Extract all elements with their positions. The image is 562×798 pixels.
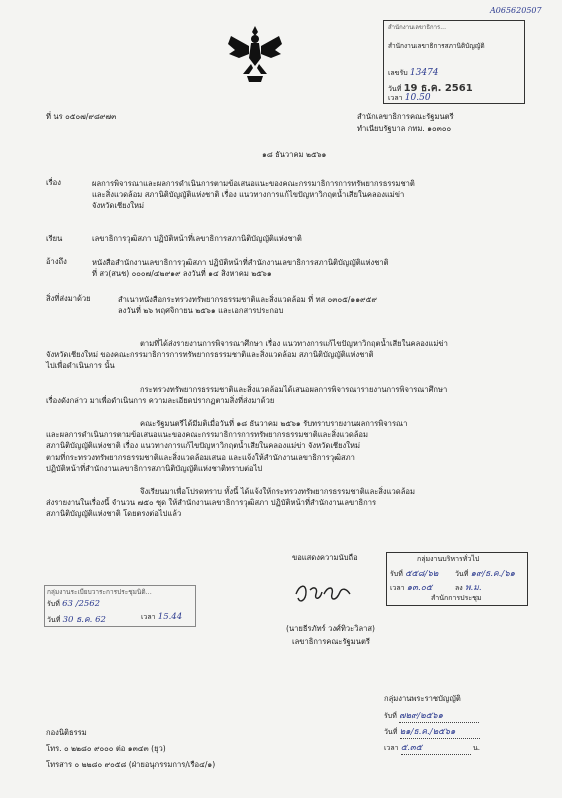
stamp-time: เวลา 10.50 bbox=[388, 93, 431, 103]
body-paragraph-1: ตามที่ได้ส่งรายงานการพิจารณาศึกษา เรื่อง แนวทางการแก้ไขปัญหาวิกฤตน้ำเสียในคลองแม่ข่า จังหวัดเชียงใหม่ ของคณะกรรมาธิการการทรัพยากรธรรมชาติและสิ่งแวดล้อม สภานิติบัญญัติแห่งชาติ ไปเพื่อดำเนินการ นั้น bbox=[46, 339, 448, 371]
stamp-line1: สำนักงานเลขาธิการ... bbox=[388, 24, 446, 31]
to-text: เลขาธิการวุฒิสภา ปฏิบัติหน้าที่เลขาธิการสภานิติบัญญัติแห่งชาติ bbox=[92, 234, 302, 243]
stamp-right-unit: สำนักการประชุม bbox=[431, 594, 482, 602]
receipt-stamp-left bbox=[44, 585, 196, 627]
office-name: สำนักเลขาธิการคณะรัฐมนตรี bbox=[357, 112, 454, 121]
body-paragraph-2: กระทรวงทรัพยากรธรรมชาติและสิ่งแวดล้อมได้เสนอผลการพิจารณารายงานการพิจารณาศึกษา เรื่องดังกล่าว มาเพื่อดำเนินการ ความละเอียดปรากฏตามสิ่งที่ส่งมาด้วย bbox=[46, 385, 448, 406]
garuda-emblem-icon bbox=[225, 22, 285, 84]
document-number: ที่ นร ๐๕๐๗/๙๘๙๗๓ bbox=[46, 112, 117, 121]
stamp-right-title: กลุ่มงานบริหารทั่วไป bbox=[417, 555, 480, 563]
receipt-stamp-bottom bbox=[370, 694, 530, 766]
stamp-bottom-date: วันที่ ๒๑/ธ.ค./๒๕๖๑ bbox=[384, 724, 480, 739]
footer-fax: โทรสาร ๐ ๒๒๘๐ ๙๐๕๘ (ฝ่ายอนุกรรมการ/เรือ๔/๑) bbox=[46, 760, 216, 769]
signature-mark-icon bbox=[292, 580, 354, 608]
subject-text: ผลการพิจารณาและผลการดำเนินการตามข้อเสนอแนะของคณะกรรมาธิการการทรัพยากรธรรมชาติ และสิ่งแวดล้อม สภานิติบัญญัติแห่งชาติ เรื่อง แนวทางการแก้ไขปัญหาวิกฤตน้ำเสียในคลองแม่ข่า จังหวัดเชียงใหม่ bbox=[92, 179, 415, 211]
footer-telephone: โทร. ๐ ๒๒๘๐ ๙๐๐๐ ต่อ ๑๓๔๓ (ยุว) bbox=[46, 744, 166, 753]
stamp-right-time: เวลา ๑๓.๐๕ bbox=[390, 583, 433, 593]
receipt-stamp-top bbox=[383, 20, 525, 104]
office-address: ทำเนียบรัฐบาล กทม. ๑๐๓๐๐ bbox=[357, 124, 452, 133]
receipt-stamp-right bbox=[386, 552, 528, 606]
signatory-title: เลขาธิการคณะรัฐมนตรี bbox=[292, 637, 370, 646]
stamp-right-by: ลง พ.ม. bbox=[455, 583, 482, 593]
subject-label: เรื่อง bbox=[46, 178, 61, 187]
reference-text: หนังสือสำนักงานเลขาธิการวุฒิสภา ปฏิบัติหน้าที่สำนักงานเลขาธิการสภานิติบัญญัติแห่งชาติ ที่ สว(สนช) ๐๐๐๗/๔๒๙๑๙ ลงวันที่ ๑๔ สิงหาคม ๒๕๖๑ bbox=[92, 258, 389, 279]
reference-code: A065620507 bbox=[490, 6, 542, 15]
body-paragraph-3: คณะรัฐมนตรีได้มีมติเมื่อวันที่ ๑๘ ธันวาคม ๒๕๖๑ รับทราบรายงานผลการพิจารณา และผลการดำเนินการตามข้อเสนอแนะของคณะกรรมาธิการการทรัพยากรธรรมชาติและสิ่งแวดล้อม สภานิติบัญญัติแห่งชาติ เรื่อง แนวทางการแก้ไขปัญหาวิกฤตน้ำเสียในคลองแม่ข่า จังหวัดเชียงใหม่ ตามที่กระทรวงทรัพยากรธรรมชาติและสิ่งแวดล้อมเสนอ และแจ้งให้สำนักงานเลขาธิการวุฒิสภา ปฏิบัติหน้าที่สำนักงานเลขาธิการสภานิติบัญญัติแห่งชาติทราบต่อไป bbox=[46, 419, 408, 473]
document-date: ๑๘ ธันวาคม ๒๕๖๑ bbox=[262, 150, 327, 159]
stamp-right-date: วันที่ ๑๙/ธ.ค./๖๑ bbox=[455, 569, 515, 579]
stamp-bottom-no: รับที่ ๗๒๙/๒๕๖๑ bbox=[384, 708, 479, 723]
signatory-name: (นายธีรภัทร์ วงศ์ทิวะวิลาส) bbox=[286, 624, 376, 633]
stamp-bottom-title: กลุ่มงานพระราชบัญญัติ bbox=[384, 694, 461, 703]
stamp-left-date: วันที่ 30 ธ.ค. 62 bbox=[47, 615, 106, 625]
enclosure-text: สำเนาหนังสือกระทรวงทรัพยากรธรรมชาติและสิ่งแวดล้อม ที่ ทส ๐๓๐๕/๑๑๙๕๙ ลงวันที่ ๒๖ พฤศจิกายน ๒๕๖๑ และเอกสารประกอบ bbox=[118, 295, 377, 316]
stamp-left-no: รับที่ 63 /2562 bbox=[47, 599, 101, 609]
enclosure-label: สิ่งที่ส่งมาด้วย bbox=[46, 294, 91, 303]
body-paragraph-4: จึงเรียนมาเพื่อโปรดทราบ ทั้งนี้ ได้แจ้งให้กระทรวงทรัพยากรธรรมชาติและสิ่งแวดล้อม ส่งรายงานในเรื่องนี้ จำนวน ๗๕๐ ชุด ให้สำนักงานเลขาธิการวุฒิสภา ปฏิบัติหน้าที่สำนักงานเลขาธิการ สภานิติบัญญัติแห่งชาติ โดยตรงต่อไปแล้ว bbox=[46, 487, 415, 519]
stamp-no: เลขรับ 13474 bbox=[388, 68, 439, 78]
reference-label: อ้างถึง bbox=[46, 257, 67, 266]
stamp-line2: สำนักงานเลขาธิการสภานิติบัญญัติ bbox=[388, 42, 485, 50]
stamp-bottom-time: เวลา ๕.๓๕ น. bbox=[384, 740, 480, 755]
stamp-left-time: เวลา 15.44 bbox=[141, 612, 183, 622]
stamp-right-no: รับที่ ๕๕๘/๖๒ bbox=[390, 569, 439, 579]
footer-department: กองนิติธรรม bbox=[46, 728, 87, 737]
closing-text: ขอแสดงความนับถือ bbox=[292, 553, 358, 562]
stamp-left-title: กลุ่มงานระเบียบวาระการประชุมนิติ... bbox=[47, 588, 152, 596]
stamp-date: วันที่ 19 ธ.ค. 2561 bbox=[388, 83, 473, 94]
to-label: เรียน bbox=[46, 234, 63, 243]
